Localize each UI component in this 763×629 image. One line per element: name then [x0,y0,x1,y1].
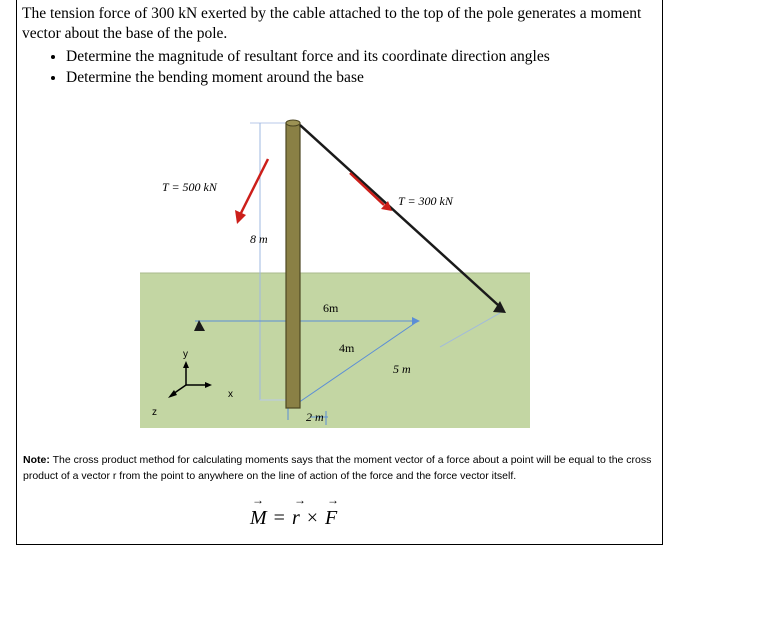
force-vector-symbol: → F [325,507,337,530]
ground-plane [140,273,530,428]
pole [286,123,300,408]
position-vector-symbol: → r [292,507,300,530]
dimension-label-4m: 4m [339,341,355,355]
statement-text: The tension force of 300 kN exerted by the cable attached to the top of the pole generates a moment vector about the base of the pole. [22,5,642,42]
axis-label-z: z [152,407,157,418]
task-item: • Determine the magnitude of resultant force and its coordinate direction angles [66,46,652,67]
equals-sign: = [273,507,285,529]
note-block [23,452,655,484]
note-label: Note: [23,454,50,466]
moment-symbol: → M [250,507,267,530]
task-list [22,46,652,88]
axis-label-x: x [228,389,233,400]
cross-product-sign: × [306,507,319,529]
task-item: • Determine the bending moment around the base [66,67,652,88]
dimension-label-2m: 2 m [306,410,324,424]
t500-label: T = 500 kN [162,180,217,194]
moment-formula [250,507,450,530]
problem-statement [22,4,652,88]
note-text: The cross product method for calculating moments says that the moment vector of a force about a point will be equal to the cross product of a vector r from the point to anywhere on the line of action of the force and the force vector itself. [23,454,652,482]
dimension-label-6m: 6m [323,301,339,315]
dimension-label-5m: 5 m [393,362,411,376]
t300-label: T = 300 kN [398,194,453,208]
pole-top [286,120,300,126]
force-arrow-t300 [350,173,384,205]
pole-diagram [140,115,540,435]
dimension-label-8m: 8 m [250,232,268,246]
axis-label-y: y [183,349,188,360]
force-arrow-t500 [241,159,268,213]
